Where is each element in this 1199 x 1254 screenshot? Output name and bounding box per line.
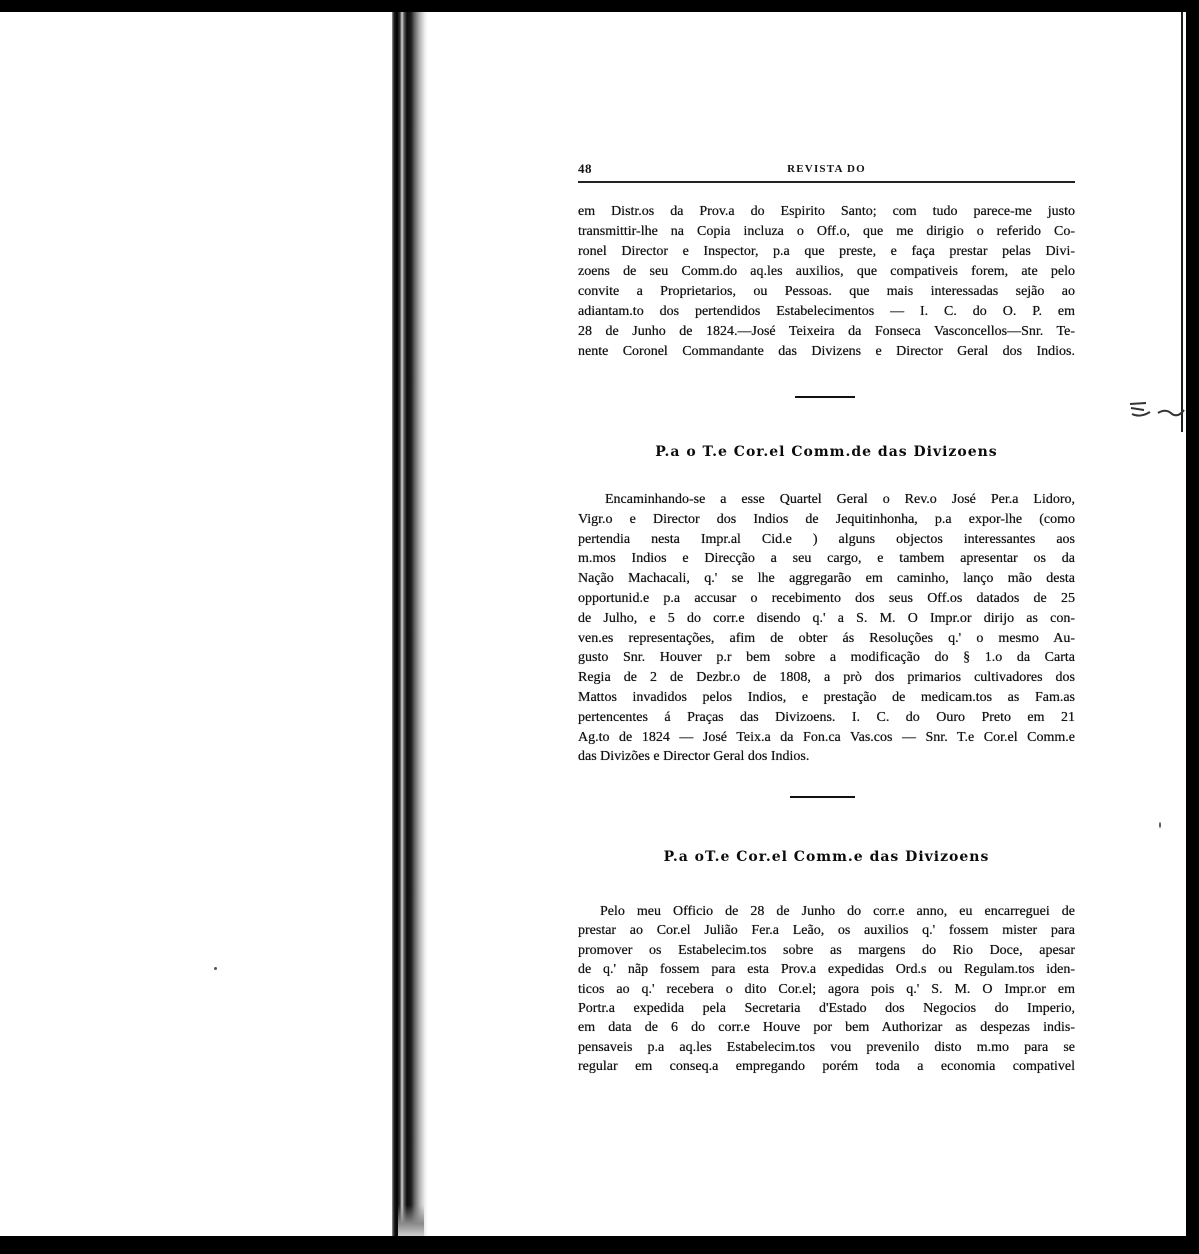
text-line: m.mos Indios e Direcção a seu cargo, e tambem apresentar os da xyxy=(578,551,1075,567)
text-line: ven.es representações, afim de obter ás Resoluções q.' o mesmo Au- xyxy=(578,630,1075,646)
text-line: de q.' nãp fossem para esta Prov.a expedidas Ord.s ou Regulam.tos iden- xyxy=(578,962,1075,978)
page-edge-line xyxy=(1181,12,1183,432)
letter-body xyxy=(578,490,1075,767)
section-divider xyxy=(795,396,855,398)
text-line: regular em conseq.a empregando porém toda a economia compativel xyxy=(578,1059,1075,1075)
letter-heading: P.a o T.e Cor.el Comm.de das Divizoens xyxy=(655,444,998,460)
text-line: opportunid.e p.a accusar o recebimento dos seus Off.os datados de 25 xyxy=(578,590,1075,606)
text-line: em Distr.os da Prov.a do Espirito Santo; com tudo parece-me justo xyxy=(578,204,1075,219)
text-line: ticos ao q.' recebera o dito Cor.el; agora pois q.' S. M. O Impr.or em xyxy=(578,981,1075,997)
text-line: 28 de Junho de 1824.—José Teixeira da Fonseca Vasconcellos—Snr. Te- xyxy=(578,324,1075,339)
page-number: 48 xyxy=(578,161,592,176)
book-gutter xyxy=(392,12,428,1236)
text-line: nente Coronel Commandante das Divizens e Director Geral dos Indios. xyxy=(578,344,1075,359)
text-line: em data de 6 do corr.e Houve por bem Authorizar as despezas indis- xyxy=(578,1020,1075,1036)
scan-bottom-border xyxy=(0,1236,1199,1254)
letter-heading: P.a oT.e Cor.el Comm.e das Divizoens xyxy=(663,849,990,865)
text-line: transmittir-lhe na Copia incluza o Off.o, que me dirigio o referido Co- xyxy=(578,224,1075,239)
text-line: Nação Machacali, q.' se lhe aggregarão em caminho, lanço mão desta xyxy=(578,571,1075,587)
text-line: de Julho, e 5 do corr.e disendo q.' a S. M. O Impr.or dirijo as con- xyxy=(578,610,1075,626)
running-title: REVISTA DO xyxy=(787,163,866,175)
text-line: ronel Director e Inspector, p.a que preste, e faça prestar pelas Divi- xyxy=(578,244,1075,259)
paragraph-continuation xyxy=(578,202,1075,362)
text-line: pertendia nesta Impr.al Cid.e ) alguns objectos interessantes aos xyxy=(578,531,1075,547)
text-line: Pelo meu Officio de 28 de Junho do corr.e anno, eu encarreguei de xyxy=(600,904,1075,919)
section-divider xyxy=(790,796,855,798)
scan-top-border xyxy=(0,0,1199,12)
text-line: Mattos invadidos pelos Indios, e prestação de medicam.tos as Fam.as xyxy=(578,689,1075,705)
text-line: Ag.to de 1824 — José Teix.a da Fon.ca Vas.cos — Snr. T.e Cor.el Comm.e xyxy=(578,729,1075,745)
text-line: promover os Estabelecim.tos sobre as margens do Rio Doce, apesar xyxy=(578,942,1075,958)
scan-speck xyxy=(214,967,217,970)
text-line: gusto Snr. Houver p.r bem sobre a modificação do § 1.o da Carta xyxy=(578,650,1075,666)
gutter-shadow xyxy=(398,1205,424,1236)
scan-right-border xyxy=(1186,0,1199,1254)
text-line: convite a Proprietarios, ou Pessoas. que mais interessadas sejão ao xyxy=(578,284,1075,299)
text-line: Vigr.o e Director dos Indios de Jequitinhonha, p.a expor-lhe (como xyxy=(578,511,1075,527)
letter-body xyxy=(578,902,1075,1077)
text-line: pensaveis p.a aq.les Estabelecim.tos vou prevenilo disto m.mo para se xyxy=(578,1039,1075,1055)
text-line: Portr.a expedida pela Secretaria d'Estado dos Negocios do Imperio, xyxy=(578,1000,1075,1016)
text-line: das Divizões e Director Geral dos Indios. xyxy=(578,749,810,765)
text-line: zoens de seu Comm.do aq.les auxilios, que compativeis forem, ate pelo xyxy=(578,264,1075,279)
scan-speck xyxy=(1159,822,1161,828)
text-line: adiantam.to dos pertendidos Estabelecimentos — I. C. do O. P. em xyxy=(578,304,1075,319)
scan-artifact xyxy=(1128,398,1186,424)
text-line: prestar ao Cor.el Julião Fer.a Leão, os auxilios q.' fossem mister para xyxy=(578,923,1075,939)
text-line: Encaminhando-se a esse Quartel Geral o Rev.o José Per.a Lidoro, xyxy=(605,492,1075,507)
header-rule xyxy=(578,181,1075,183)
text-line: Regia de 2 de Dezbr.o de 1808, a prò dos primarios cultivadores dos xyxy=(578,670,1075,686)
text-line: pertencentes á Praças das Divizoens. I. C. do Ouro Preto em 21 xyxy=(578,709,1075,725)
